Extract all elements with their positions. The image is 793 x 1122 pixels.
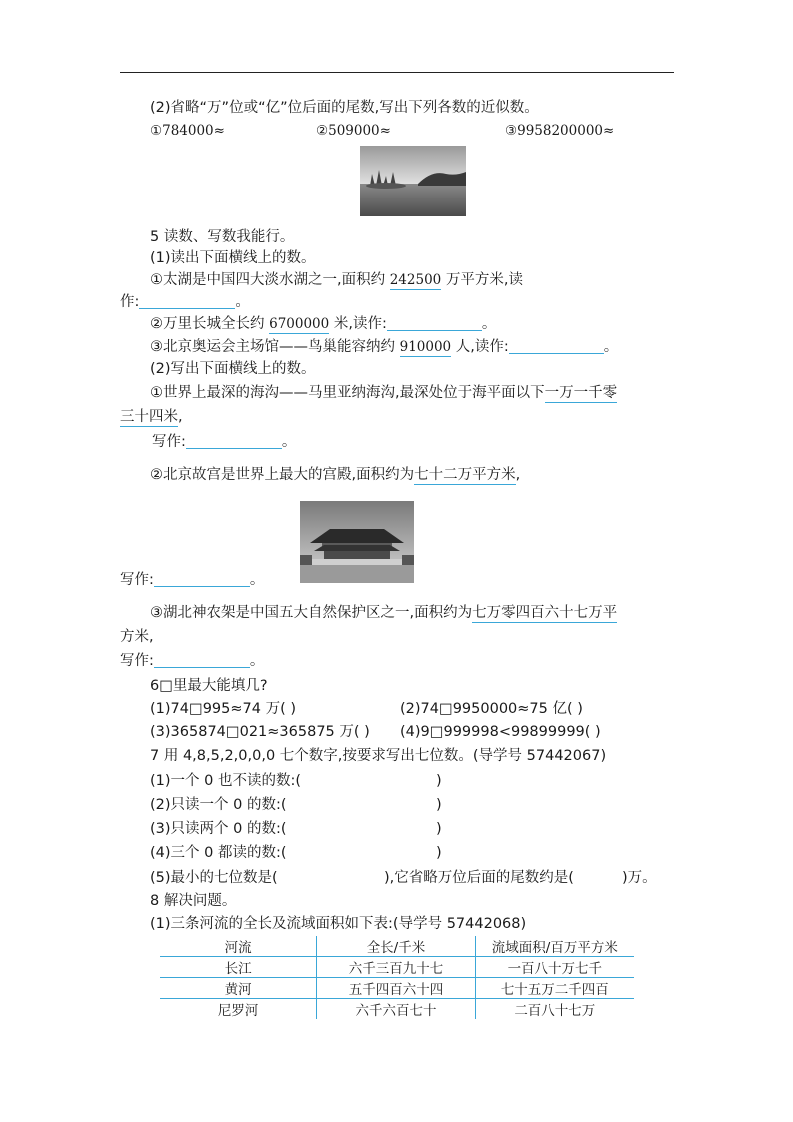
table-header: 全长/千米 [317,936,475,957]
table-header: 流域面积/百万平方米 [475,936,634,957]
table-cell: 长江 [160,957,317,978]
q5-write1: ①世界上最深的海沟——马里亚纳海沟,最深处位于海平面以下一万一千零 [150,385,618,401]
q4-2-c: ③9958200000≈ [505,123,615,139]
q5-write1-answer: 写作: 。 [152,434,297,450]
answer-blank[interactable] [387,314,482,331]
table-cell: 七十五万二千四百 [475,978,634,999]
q7-e1: (5)最小的七位数是( [150,870,278,886]
q7-d: (4)三个 0 都读的数:( [150,845,287,861]
header-rule [120,72,674,73]
q5-item3: ③北京奥运会主场馆——鸟巢能容纳约 910000 人,读作: 。 [150,339,619,355]
q4-2-prompt: (2)省略“万”位或“亿”位后面的尾数,写出下列各数的近似数。 [150,100,539,116]
q5-item3-number: 910000 [399,339,452,355]
q5-item1: ①太湖是中国四大淡水湖之一,面积约 242500 万平方米,读 [150,272,523,288]
q5-write3-cont: 方米, [120,629,154,645]
q4-2-b: ②509000≈ [316,123,391,139]
q6-title: 6□里最大能填几? [150,678,268,694]
q5-write3-text: 七万零四百六十七万平 [472,605,618,621]
q5-write2: ②北京故宫是世界上最大的宫殿,面积约为七十二万平方米, [150,467,521,483]
q8-title: 8 解决问题。 [150,893,237,909]
q6-b: (2)74□9950000≈75 亿( ) [400,701,583,717]
q5-part2: (2)写出下面横线上的数。 [150,361,316,377]
lake-photo [360,146,466,216]
q7-e3: )万。 [622,870,657,886]
table-row [160,978,634,999]
table-row [160,957,634,978]
q8-part1: (1)三条河流的全长及流域面积如下表:(导学号 57442068) [150,916,527,932]
q5-item1-answer: 作: 。 [120,294,250,310]
q5-item2: ②万里长城全长约 6700000 米,读作: 。 [150,316,497,332]
table-header: 河流 [160,936,317,957]
table-cell: 尼罗河 [217,1003,259,1019]
q5-item1-number: 242500 [389,272,442,288]
q4-2-a: ①784000≈ [150,123,225,139]
q7-b-close: ) [436,797,442,813]
q7-a: (1)一个 0 也不读的数:( [150,773,302,789]
table-cell: 黄河 [160,978,317,999]
table-cell: 六千三百九十七 [317,957,475,978]
q5-write1-cont: 三十四米, [120,409,183,425]
answer-blank[interactable] [139,292,235,309]
q7-c-close: ) [436,821,442,837]
q7-d-close: ) [436,845,442,861]
river-table [160,936,634,1019]
table-row [160,999,634,1020]
answer-blank[interactable] [186,432,282,449]
q5-write1-text: 一万一千零 [544,385,618,401]
answer-blank[interactable] [509,337,604,354]
table-header-row [160,936,634,957]
q7-a-close: ) [436,773,442,789]
q6-a: (1)74□995≈74 万( ) [150,701,296,717]
q7-b: (2)只读一个 0 的数:( [150,797,287,813]
q5-item2-number: 6700000 [269,316,330,332]
q6-c: (3)365874□021≈365875 万( ) [150,724,370,740]
q5-write3: ③湖北神农架是中国五大自然保护区之一,面积约为七万零四百六十七万平 [150,605,618,621]
answer-blank[interactable] [154,651,250,668]
q7-c: (3)只读两个 0 的数:( [150,821,287,837]
q5-write2-text: 七十二万平方米 [414,467,516,483]
table-cell: 五千四百六十四 [317,978,475,999]
q7-title: 7 用 4,8,5,2,0,0,0 七个数字,按要求写出七位数。(导学号 57442067) [150,748,607,764]
q5-title: 5 读数、写数我能行。 [150,229,295,245]
table-cell: 一百八十万七千 [475,957,634,978]
q5-write2-answer: 写作: 。 [120,572,265,588]
q5-write3-answer: 写作: 。 [120,653,265,669]
answer-blank[interactable] [154,570,250,587]
q7-e2: ),它省略万位后面的尾数约是( [384,870,574,886]
table-cell: 二百八十七万 [475,999,634,1020]
q5-part1: (1)读出下面横线上的数。 [150,250,316,266]
palace-photo [300,501,414,583]
q6-d: (4)9□999998<99899999( ) [400,724,601,740]
table-cell: 六千六百七十 [317,999,475,1020]
